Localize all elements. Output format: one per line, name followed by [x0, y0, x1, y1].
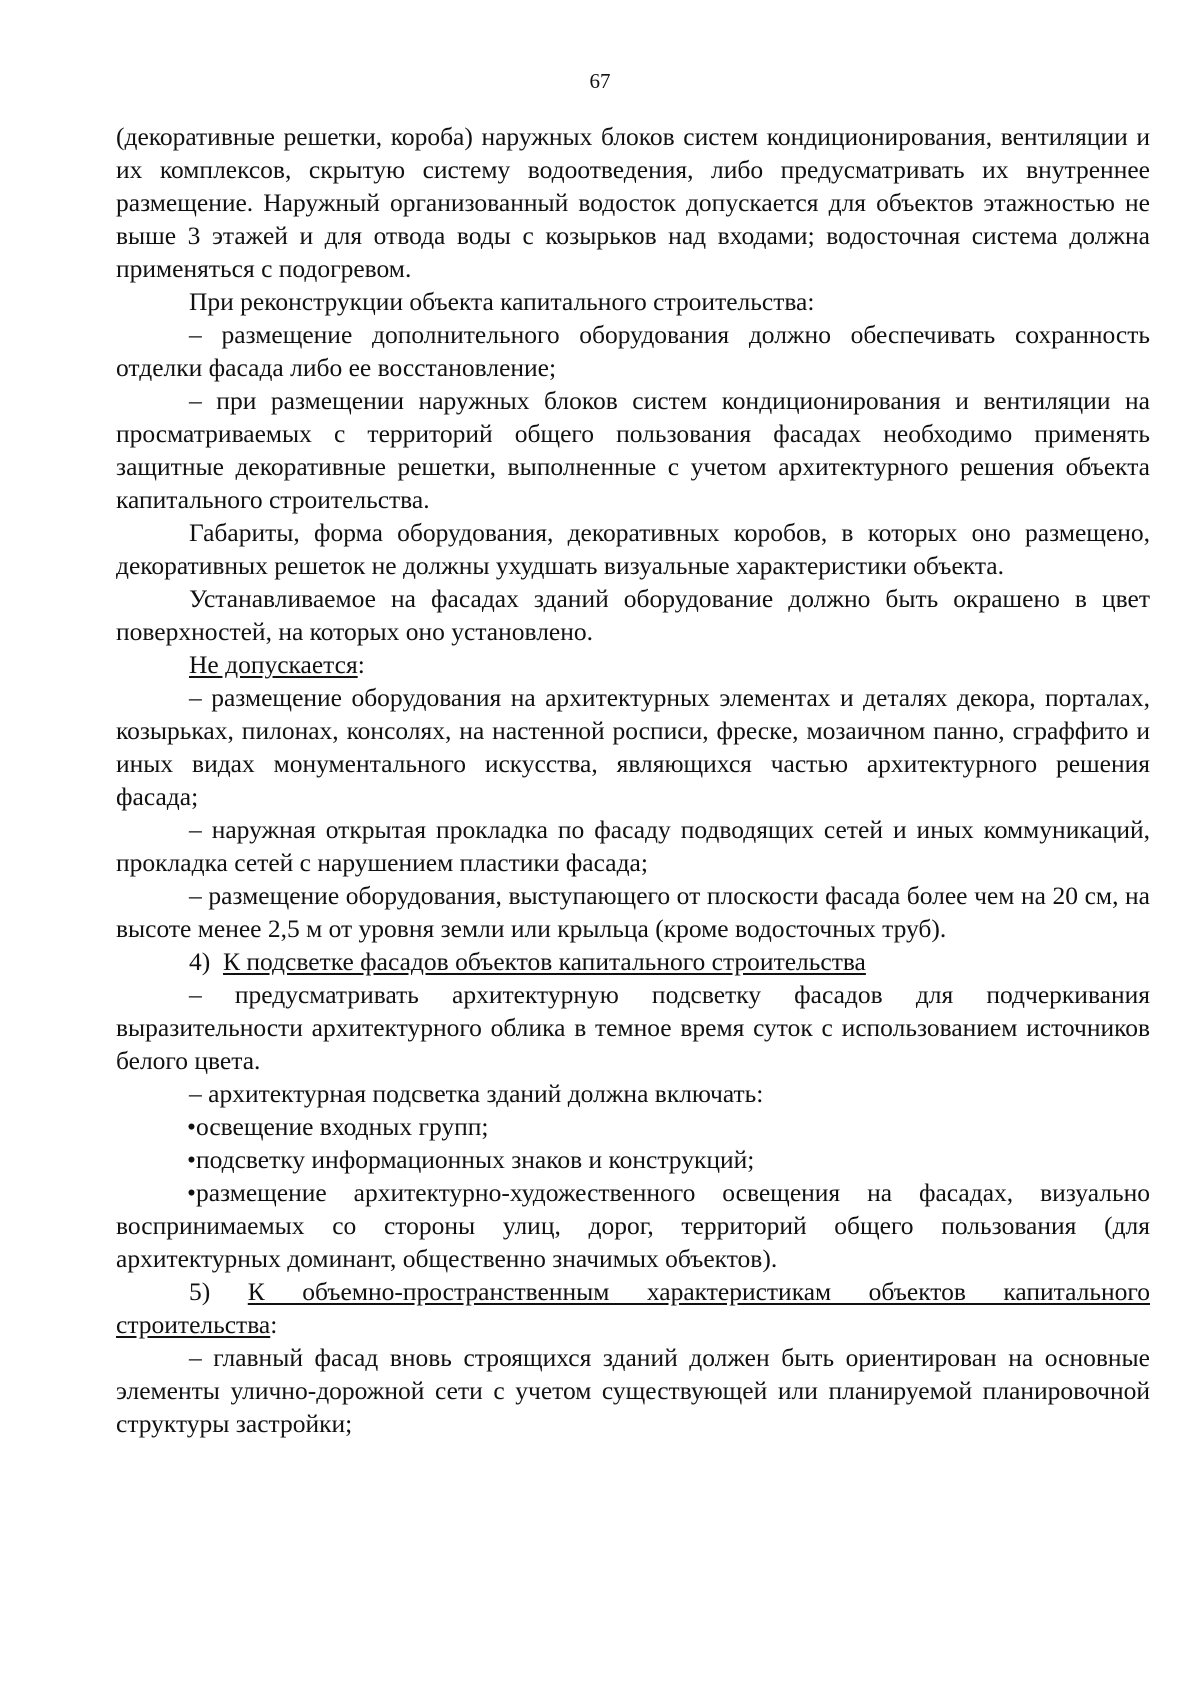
- paragraph-dash-item: – при размещении наружных блоков систем кондиционирования и вентиляции на просматриваемых с территорий общего пользования фасадах необходимо применять защитные декоративные решетки, выполненные с учетом архитектурного решения объекта капитального строительства.: [116, 386, 1150, 514]
- section-heading-5: [116, 1275, 1150, 1341]
- page-number: 67: [589, 69, 611, 93]
- bullet-symbol: •: [187, 1112, 196, 1141]
- bullet-symbol: •: [187, 1178, 196, 1207]
- paragraph-dash-item: – размещение дополнительного оборудования должно обеспечивать сохранность отделки фасада либо ее восстановление;: [116, 320, 1150, 382]
- paragraph-reconstruction-intro: При реконструкции объекта капитального строительства:: [189, 287, 815, 316]
- bullet-symbol: •: [187, 1145, 196, 1174]
- colon: :: [357, 650, 365, 679]
- prohibited-heading: [116, 648, 1150, 681]
- paragraph-dash-item: – архитектурная подсветка зданий должна включать:: [189, 1079, 764, 1108]
- bullet-text: подсветку информационных знаков и конструкций;: [195, 1145, 755, 1174]
- body-text: [116, 120, 1150, 1440]
- paragraph-dash-item: – размещение оборудования на архитектурных элементах и деталях декора, порталах, козырьках, пилонах, консолях, на настенной росписи, фреске, мозаичном панно, сграффито и иных видах монументального искусства, являющихся частью архитектурного решения фасада;: [116, 683, 1150, 811]
- paragraph-dash-item: – предусматривать архитектурную подсветку фасадов для подчеркивания выразительности архитектурного облика в темное время суток с использованием источников белого цвета.: [116, 980, 1150, 1075]
- bullet-text: размещение архитектурно-художественного освещения на фасадах, визуально воспринимаемых со стороны улиц, дорог, территорий общего пользования (для архитектурных доминант, общественно значимых объектов).: [116, 1178, 1150, 1273]
- paragraph-dash-item: – размещение оборудования, выступающего от плоскости фасада более чем на 20 см, на высоте менее 2,5 м от уровня земли или крыльца (кроме водосточных труб).: [116, 881, 1150, 943]
- paragraph-dash-item: – главный фасад вновь строящихся зданий должен быть ориентирован на основные элементы улично-дорожной сети с учетом существующей или планируемой планировочной структуры застройки;: [116, 1343, 1150, 1438]
- bullet-text: освещение входных групп;: [195, 1112, 489, 1141]
- section-title: К объемно-пространственным характеристикам объектов капитального строительства: [116, 1277, 1150, 1339]
- colon: :: [270, 1310, 278, 1339]
- bullet-item: [116, 1110, 1150, 1143]
- prohibited-heading-text: Не допускается: [189, 650, 358, 679]
- paragraph-color-requirement: Устанавливаемое на фасадах зданий оборудование должно быть окрашено в цвет поверхностей, на которых оно установлено.: [116, 584, 1150, 646]
- section-number: 4): [189, 947, 211, 976]
- paragraph-dimensions: Габариты, форма оборудования, декоративных коробов, в которых оно размещено, декоративных решеток не должны ухудшать визуальные характеристики объекта.: [116, 518, 1150, 580]
- section-heading-4: [116, 945, 1150, 978]
- bullet-item: [116, 1176, 1150, 1275]
- paragraph-dash-item: – наружная открытая прокладка по фасаду подводящих сетей и иных коммуникаций, прокладка сетей с нарушением пластики фасада;: [116, 815, 1150, 877]
- section-title: К подсветке фасадов объектов капитального строительства: [223, 947, 866, 976]
- section-number: 5): [189, 1277, 211, 1306]
- paragraph-continuation: (декоративные решетки, короба) наружных блоков систем кондиционирования, вентиляции и их комплексов, скрытую систему водоотведения, либо предусматривать их внутреннее размещение. Наружный организованный водосток допускается для объектов этажностью не выше 3 этажей и для отвода воды с козырьков над входами; водосточная система должна применяться с подогревом.: [116, 122, 1150, 283]
- bullet-item: [116, 1143, 1150, 1176]
